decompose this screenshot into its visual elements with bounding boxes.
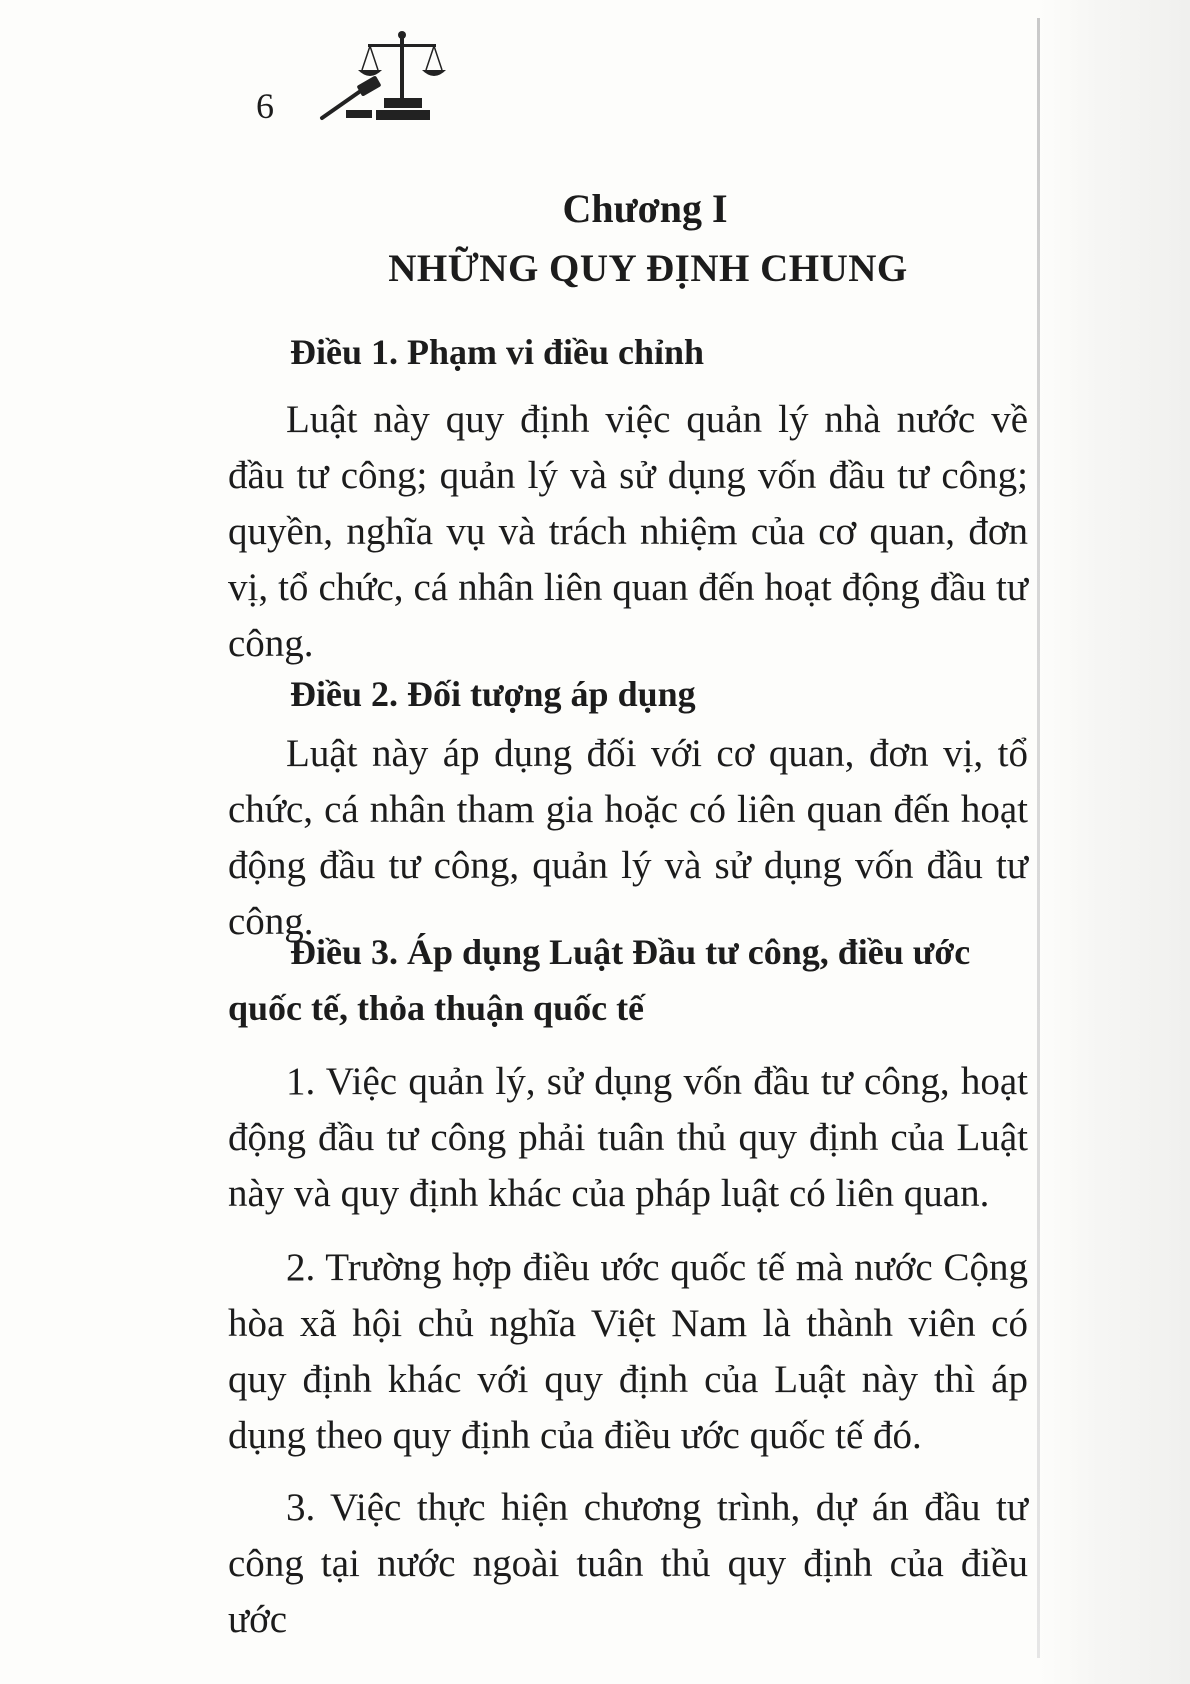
article-2-heading: Điều 2. Đối tượng áp dụng	[290, 674, 696, 714]
page-edge-shadow	[1040, 0, 1190, 1684]
article-2-paragraph-1: Luật này áp dụng đối với cơ quan, đơn vị, tổ chức, cá nhân tham gia hoặc có liên quan đến hoạt động đầu tư công, quản lý và sử dụng vốn đầu tư công.	[228, 732, 1028, 943]
article-3-heading: Điều 3. Áp dụng Luật Đầu tư công, điều ước quốc tế, thỏa thuận quốc tế	[228, 932, 971, 1028]
article-1-heading: Điều 1. Phạm vi điều chỉnh	[290, 332, 705, 372]
chapter-title: NHỮNG QUY ĐỊNH CHUNG	[388, 247, 908, 290]
scales-of-justice-gavel-icon	[318, 28, 458, 124]
article-1-paragraph-1: Luật này quy định việc quản lý nhà nước về đầu tư công; quản lý và sử dụng vốn đầu tư công; quyền, nghĩa vụ và trách nhiệm của cơ quan, đơn vị, tổ chức, cá nhân liên quan đến hoạt động đầu tư công.	[228, 398, 1028, 665]
page-number: 6	[256, 86, 274, 126]
article-3-paragraph-2: 2. Trường hợp điều ước quốc tế mà nước Cộng hòa xã hội chủ nghĩa Việt Nam là thành viên có quy định khác với quy định của Luật này thì áp dụng theo quy định của điều ước quốc tế đó.	[228, 1246, 1028, 1457]
article-3-paragraph-1: 1. Việc quản lý, sử dụng vốn đầu tư công, hoạt động đầu tư công phải tuân thủ quy định của Luật này và quy định khác của pháp luật có liên quan.	[228, 1060, 1028, 1215]
chapter-number: Chương I	[562, 186, 728, 231]
article-3-paragraph-3: 3. Việc thực hiện chương trình, dự án đầu tư công tại nước ngoài tuân thủ quy định của điều ước	[228, 1486, 1028, 1641]
